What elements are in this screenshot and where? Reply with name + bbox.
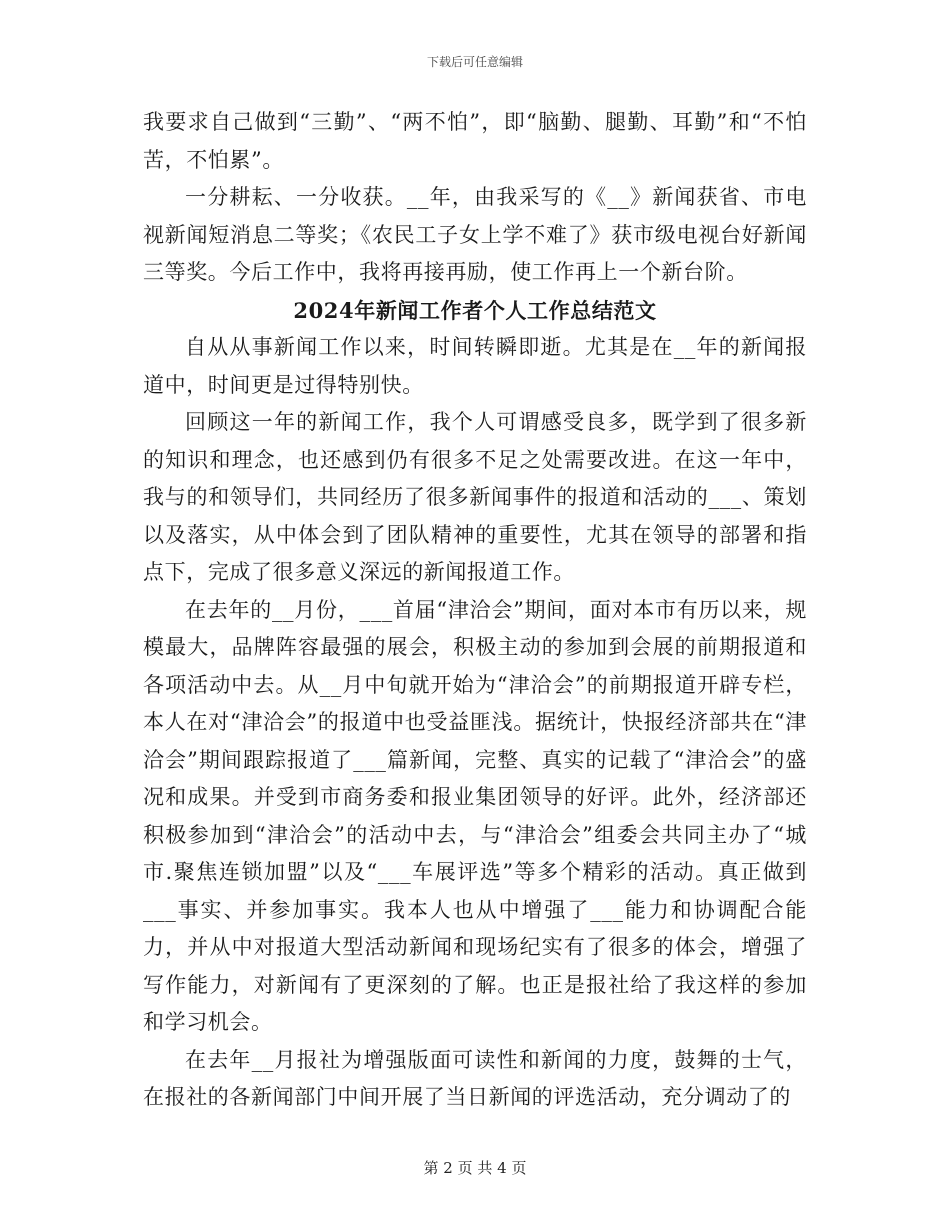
page-number: 第 2 页 共 4 页	[423, 1159, 527, 1177]
section-paragraph-1: 自从从事新闻工作以来，时间转瞬即逝。尤其是在__年的新闻报道中，时间更是过得特别快。	[143, 335, 807, 397]
section-paragraph-2: 回顾这一年的新闻工作，我个人可谓感受良多，既学到了很多新的知识和理念，也还感到仍有很多不足之处需要改进。在这一年中，我与的和领导们，共同经历了很多新闻事件的报道和活动的___、策划以及落实，从中体会到了团队精神的重要性，尤其在领导的部署和指点下，完成了很多意义深远的新闻报道工作。	[143, 410, 807, 584]
section-title: 2024年新闻工作者个人工作总结范文	[293, 297, 657, 323]
paragraph-1: 我要求自己做到“三勤”、“两不怕”，即“脑勤、腿勤、耳勤”和“不怕苦，不怕累”。	[143, 110, 807, 172]
section-paragraph-4: 在去年__月报社为增强版面可读性和新闻的力度，鼓舞的士气，在报社的各新闻部门中间开展了当日新闻的评选活动，充分调动了的	[143, 1047, 807, 1109]
page-header: 下载后可任意编辑	[426, 55, 523, 69]
paragraph-2: 一分耕耘、一分收获。__年，由我采写的《__》新闻获省、市电视新闻短消息二等奖；《农民工子女上学不难了》获市级电视台好新闻三等奖。今后工作中，我将再接再励，使工作再上一个新台阶。	[143, 185, 807, 284]
section-paragraph-3: 在去年的__月份，___首届“津洽会”期间，面对本市有历以来，规模最大，品牌阵容最强的展会，积极主动的参加到会展的前期报道和各项活动中去。从__月中旬就开始为“津洽会”的前期报道开辟专栏，本人在对“津洽会”的报道中也受益匪浅。据统计，快报经济部共在“津洽会”期间跟踪报道了___篇新闻，完整、真实的记载了“津洽会”的盛况和成果。并受到市商务委和报业集团领导的好评。此外，经济部还积极参加到“津洽会”的活动中去，与“津洽会”组委会共同主办了“城市.聚焦连锁加盟”以及“___车展评选”等多个精彩的活动。真正做到___事实、并参加事实。我本人也从中增强了___能力和协调配合能力，并从中对报道大型活动新闻和现场纪实有了很多的体会，增强了写作能力，对新闻有了更深刻的了解。也正是报社给了我这样的参加和学习机会。	[143, 597, 807, 1034]
document-body	[143, 104, 807, 1117]
